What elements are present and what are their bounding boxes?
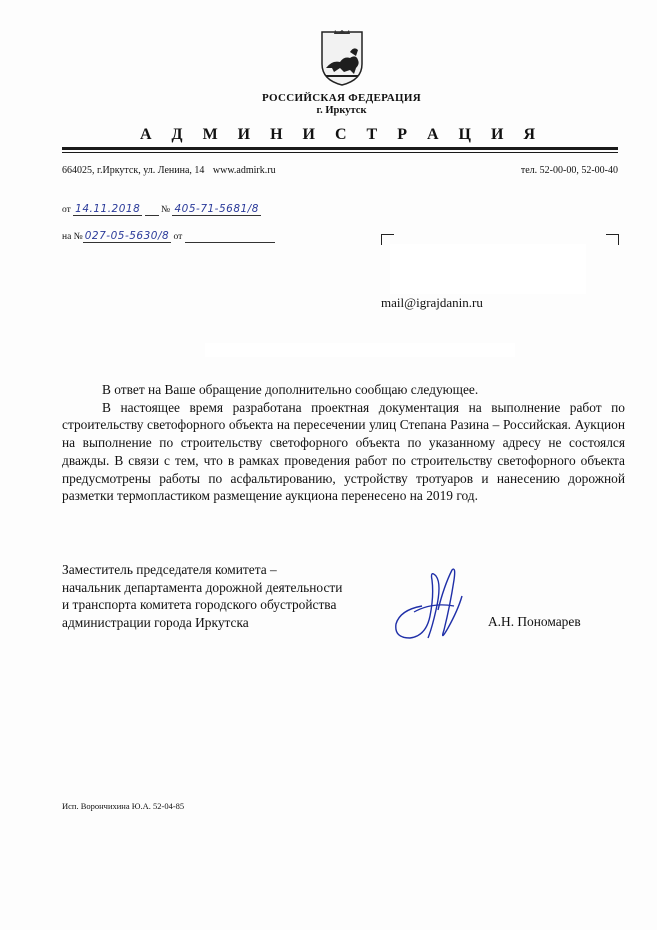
header-city: г. Иркутск — [316, 105, 367, 116]
letter-body — [62, 381, 625, 505]
recipient-email: mail@igrajdanin.ru — [381, 295, 483, 310]
irkutsk-coat-of-arms-icon — [320, 30, 364, 86]
handwritten-signature — [392, 566, 470, 644]
executor-note: Исп. Ворончихина Ю.А. 52-04-85 — [62, 801, 185, 811]
registration-date-line — [62, 203, 261, 216]
reply-date-blank — [185, 232, 275, 243]
address-corner-mark-right — [606, 234, 619, 245]
date-underline — [145, 205, 159, 216]
signatory-title-line: Заместитель председателя комитета – — [62, 562, 277, 577]
number-value: 405-71-5681/8 — [174, 203, 259, 215]
header-address-line — [62, 165, 282, 176]
signatory-title-line: администрации города Иркутска — [62, 615, 249, 631]
reply-prefix: на № — [62, 232, 83, 242]
number-prefix: № — [161, 205, 171, 215]
header-address: 664025, г.Иркутск, ул. Ленина, 14 — [62, 165, 205, 176]
body-paragraph: В ответ на Ваше обращение дополнительно сообщаю следующее. — [102, 382, 479, 397]
body-paragraph: В настоящее время разработана проектная документация на выполнение работ по строительству светофорного объекта на пересечении улиц Степана Разина – Российская. Аукцион на выполнение по строительству светофорного объекта по указанному адресу не состоялся дважды. В связи с тем, что в рамках проведения работ по строительству светофорного объекта предусмотрены работы по асфальтированию, устройству тротуаров и нанесению дорожной разметки термопластиком размещение аукциона перенесено на 2019 год. — [62, 399, 625, 504]
signatory-title-line: и транспорта комитета городского обустройства — [62, 597, 337, 613]
registration-reply-line — [62, 230, 275, 243]
signatory-name: А.Н. Пономарев — [488, 614, 581, 629]
redacted-recipient-block — [390, 244, 586, 294]
signatory-title-line: начальник департамента дорожной деятельности — [62, 579, 343, 595]
redacted-salutation — [205, 343, 515, 357]
date-value: 14.11.2018 — [75, 203, 141, 215]
header-country: РОССИЙСКАЯ ФЕДЕРАЦИЯ — [262, 92, 421, 104]
header-divider-thick — [62, 147, 618, 150]
header-organization: А Д М И Н И С Т Р А Ц И Я — [140, 126, 543, 143]
reply-date-prefix: от — [173, 232, 183, 242]
date-prefix: от — [62, 205, 71, 215]
reply-value: 027-05-5630/8 — [84, 230, 170, 242]
header-divider-thin — [62, 152, 618, 153]
signatory-title — [62, 561, 342, 632]
header-website: www.admirk.ru — [212, 165, 276, 176]
header-phone: тел. 52-00-00, 52-00-40 — [520, 165, 618, 176]
